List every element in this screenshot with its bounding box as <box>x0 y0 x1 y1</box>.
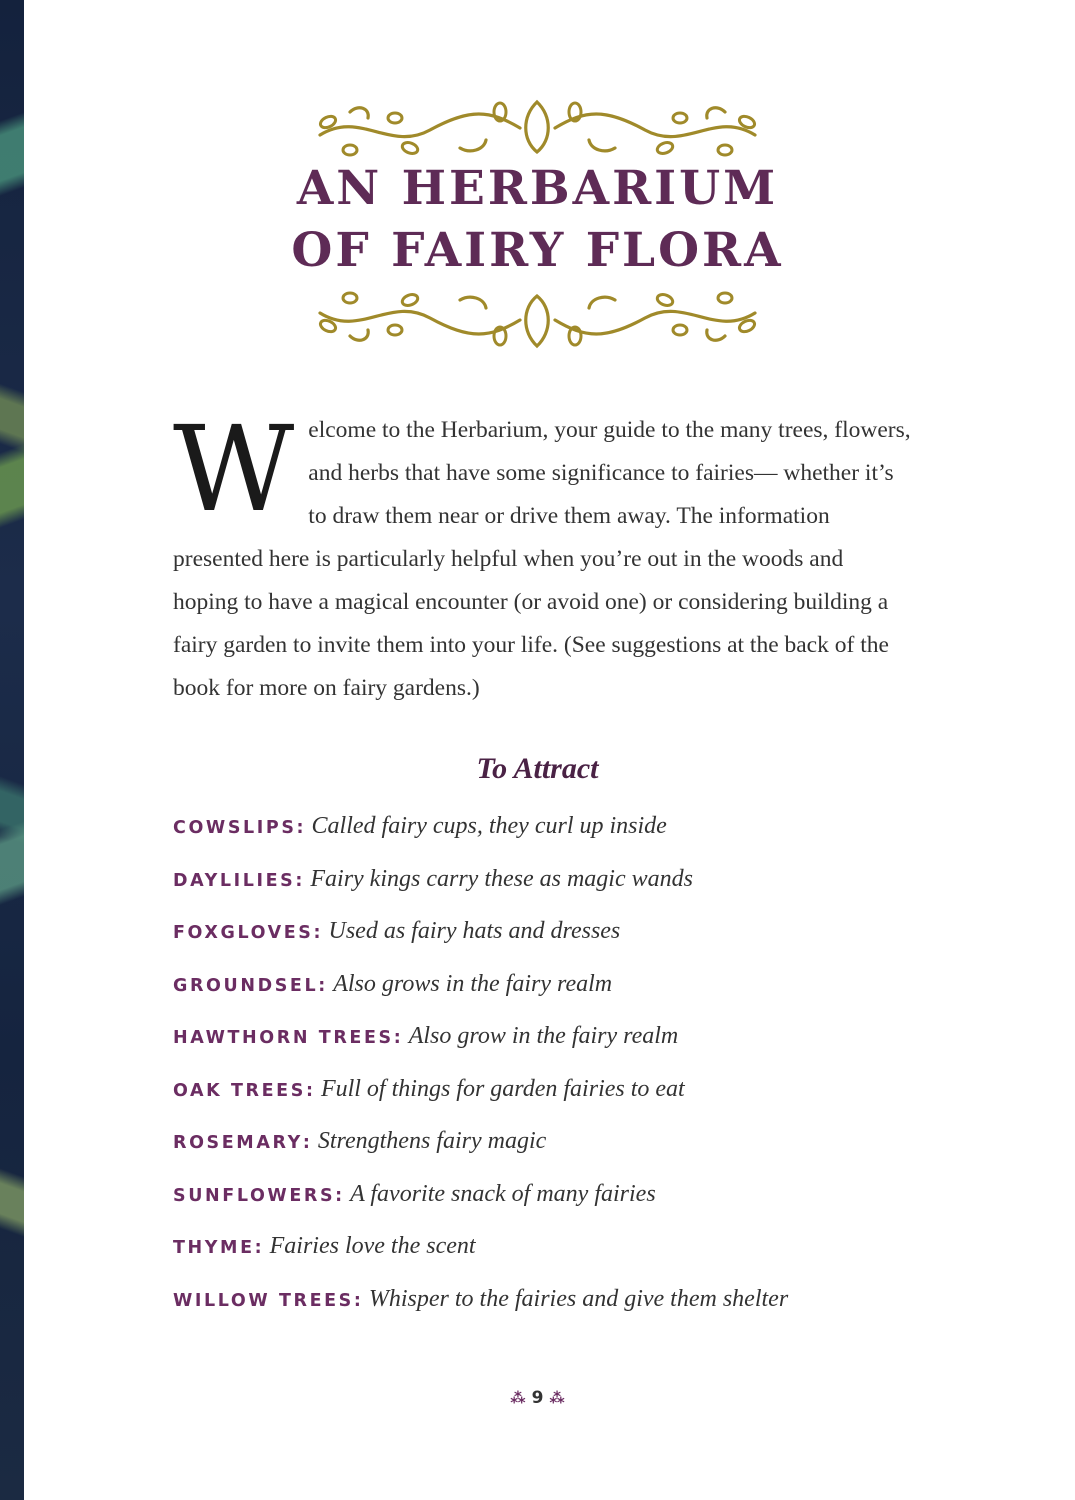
list-item: OAK TREES: Full of things for garden fairies to eat <box>173 1075 685 1102</box>
list-item: WILLOW TREES: Whisper to the fairies and give them shelter <box>173 1285 789 1312</box>
page-number-footer <box>0 1388 1075 1408</box>
intro-text: elcome to the Herbarium, your guide to the many trees, flowers, and herbs that have some significance to fairies— whether it’s to draw them near or drive them away. The information presented here is particularly helpful when you’re out in the woods and hoping to have a magical encounter (or avoid one) or considering building a fairy garden to invite them into your life. (See suggestions at the back of the book for more on fairy gardens.) <box>173 417 911 701</box>
plant-list <box>173 808 973 1333</box>
plant-description: A favorite snack of many fairies <box>350 1180 656 1207</box>
plant-name: HAWTHORN TREES <box>173 1028 394 1048</box>
plant-description: Strengthens fairy magic <box>317 1128 547 1154</box>
list-item: SUNFLOWERS: A favorite snack of many fairies <box>173 1180 656 1207</box>
drop-cap: W <box>173 400 295 538</box>
plant-name: DAYLILIES <box>173 870 296 891</box>
plant-description: Called fairy cups, they curl up inside <box>311 813 667 839</box>
section-heading: To Attract <box>476 752 599 785</box>
intro-paragraph <box>173 400 913 710</box>
vine-scroll-ornament-top <box>300 90 775 160</box>
title-line-1: AN HERBARIUM <box>296 161 779 216</box>
list-item: FOXGLOVES: Used as fairy hats and dresses <box>173 918 621 944</box>
title-line-2: OF FAIRY FLORA <box>291 223 784 278</box>
plant-description: Also grow in the fairy realm <box>408 1023 679 1049</box>
plant-name: THYME <box>173 1238 255 1258</box>
list-item: DAYLILIES: Fairy kings carry these as magic wands <box>173 865 693 892</box>
plant-description: Fairy kings carry these as magic wands <box>310 865 693 892</box>
plant-description: Whisper to the fairies and give them shelter <box>368 1285 789 1312</box>
list-item: GROUNDSEL: Also grows in the fairy realm <box>173 970 613 997</box>
plant-name: WILLOW TREES <box>173 1290 354 1311</box>
plant-name: FOXGLOVES <box>173 923 314 943</box>
vine-scroll-ornament-bottom <box>300 288 775 358</box>
list-item: HAWTHORN TREES: Also grow in the fairy realm <box>173 1023 679 1049</box>
plant-name: OAK TREES <box>173 1080 306 1101</box>
flourish-icon: ⁂ <box>549 1389 565 1407</box>
plant-name: COWSLIPS <box>173 818 297 838</box>
plant-description: Also grows in the fairy realm <box>333 970 613 997</box>
page-title <box>0 158 1075 282</box>
list-item: THYME: Fairies love the scent <box>173 1233 476 1259</box>
plant-name: GROUNDSEL <box>173 975 319 996</box>
plant-description: Used as fairy hats and dresses <box>328 918 621 944</box>
page-number: 9 <box>531 1388 544 1408</box>
flourish-icon: ⁂ <box>510 1389 526 1407</box>
list-item: COWSLIPS: Called fairy cups, they curl up inside <box>173 813 667 839</box>
plant-description: Fairies love the scent <box>269 1233 476 1259</box>
plant-name: SUNFLOWERS <box>173 1185 336 1206</box>
list-item: ROSEMARY: Strengthens fairy magic <box>173 1128 547 1154</box>
plant-name: ROSEMARY <box>173 1133 303 1153</box>
plant-description: Full of things for garden fairies to eat <box>320 1075 685 1102</box>
